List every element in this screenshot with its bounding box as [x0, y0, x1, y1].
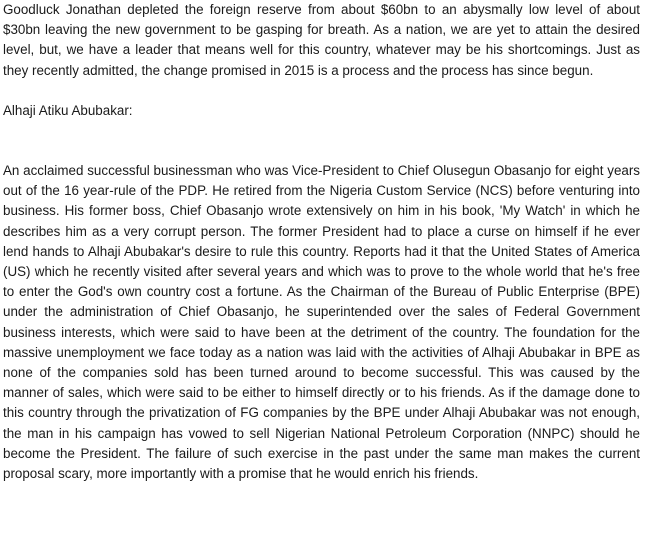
paragraph-reserve-depletion: Goodluck Jonathan depleted the foreign reserve from about $60bn to an abysmally low level of about $30bn leaving the new government to be gasping for breath. As a nation, we are yet to attain the desired level, but, we have a leader that means well for this country, whatever may be his shortcomings. Just as they recently admitted, the change promised in 2015 is a process and the process has since begun. [3, 2, 640, 78]
paragraph-atiku-profile: An acclaimed successful businessman who was Vice-President to Chief Olusegun Obasanjo for eight years out of the 16 year-rule of the PDP. He retired from the Nigeria Custom Service (NCS) before venturing into business. His former boss, Chief Obasanjo wrote extensively on him in his book, 'My Watch' in which he describes him as a very corrupt person. The former President had to place a curse on himself if he ever lend hands to Alhaji Abubakar's desire to rule this country. Reports had it that the United States of America (US) which he recently visited after several years and which was to prove to the whole world that he's free to enter the God's own country cost a fortune. As the Chairman of the Bureau of Public Enterprise (BPE) under the administration of Chief Obasanjo, he superintended over the sales of Federal Government business interests, which were said to have been at the detriment of the country. The foundation for the massive unemployment we face today as a nation was laid with the activities of Alhaji Abubakar in BPE as none of the companies sold has been turned around to become successful. This was caused by the manner of sales, which were said to be either to himself directly or to his friends. As if the damage done to this country through the privatization of FG companies by the BPE under Alhaji Abubakar was not enough, the man in his campaign has vowed to sell Nigerian National Petroleum Corporation (NNPC) should he become the President. The failure of such exercise in the past under the same man makes the current proposal scary, more importantly with a promise that he would enrich his friends. [3, 163, 640, 482]
document-body [3, 0, 640, 484]
section-heading: Alhaji Atiku Abubakar: [3, 102, 133, 118]
paragraph-spacer [3, 81, 640, 101]
paragraph-spacer [3, 121, 640, 161]
